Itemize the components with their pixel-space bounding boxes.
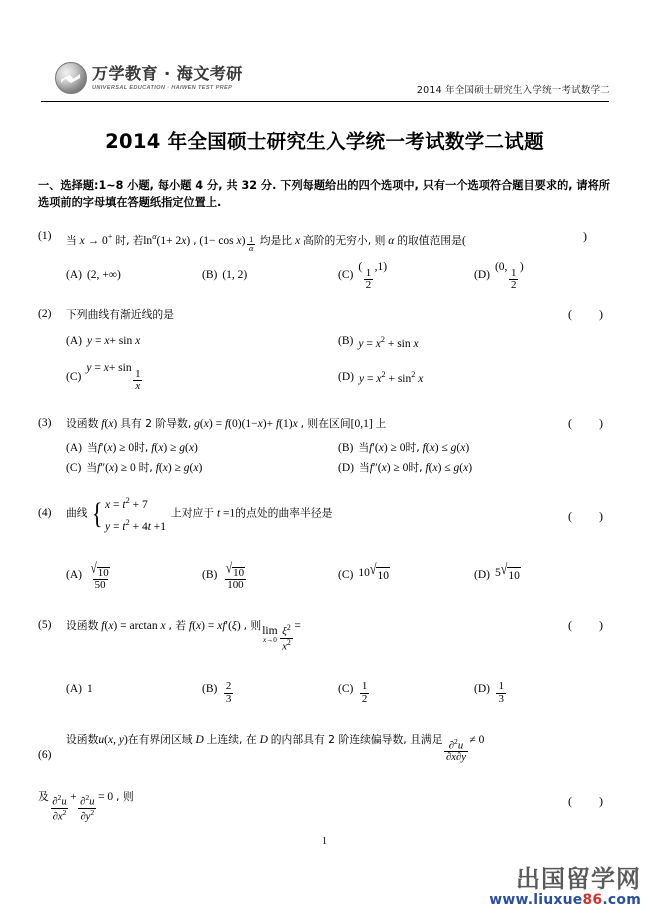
question-5-option-c[interactable]: (C) $\frac{1}{2}$ <box>338 673 474 705</box>
question-2-option-a[interactable]: (A) y = x+ sin x <box>66 335 141 348</box>
option-text: (2, +∞) <box>86 269 121 282</box>
option-text: ( $\frac{1}{2}$ ,1) <box>358 261 388 292</box>
option-text: (0, $\frac{1}{2}$ ) <box>494 261 524 292</box>
question-5-option-b[interactable]: (B) $\frac{2}{3}$ <box>202 673 338 705</box>
question-4 <box>38 492 615 592</box>
url-suffix: .com <box>602 892 641 908</box>
header-divider <box>41 101 609 102</box>
parametric-system: { $x = t^2 + 7$ $y = t^2 + 4t +1$ <box>90 492 166 536</box>
question-4-option-c[interactable]: (C) 10 √ 10 <box>338 560 389 583</box>
brand-logo-text <box>92 65 243 92</box>
question-2-option-d[interactable]: (D) $y = x^2 + \sin^2 x$ <box>338 360 610 392</box>
option-text: $y = x^2 + \sin x$ <box>358 334 419 350</box>
brand-name-en: UNIVERSAL EDUCATION · HAIWEN TEST PREP <box>92 84 233 91</box>
question-1 <box>38 228 610 292</box>
url-prefix: www.liuxue <box>489 892 583 908</box>
section-heading: 一、选择题:1~8 小题, 每小题 4 分, 共 32 分. 下列每题给出的四个选项中, 只有一个选项符合题目要求的, 请将所选项前的字母填在答题纸指定位置上. <box>38 179 610 209</box>
question-6-stem-line2: 及 $\frac{\partial^2u}{\partial x^2}$ + $\frac{\partial^2u}{\partial y^2}$ = 0 , 则 <box>38 789 134 823</box>
question-3 <box>38 415 615 476</box>
question-5-number: (5) <box>38 618 52 631</box>
question-1-option-c[interactable]: (C) ( $\frac{1}{2}$ ,1) <box>338 261 388 292</box>
option-text: y = x+ sin $\frac{1}{x}$ <box>86 362 141 393</box>
question-2-option-c[interactable]: (C) y = x+ sin $\frac{1}{x}$ <box>66 360 338 392</box>
question-4-stem: 曲线 { $x = t^2 + 7$ $y = t^2 + 4t +1$ 上对应于 t =1的点处的曲率半径是 <box>66 492 610 536</box>
option-text: $\frac{1}{3}$ <box>498 680 504 705</box>
option-text: 10 √ 10 <box>358 560 389 583</box>
watermark-site-name: 出国留学网 <box>516 865 641 893</box>
option-text: $\frac{1}{2}$ <box>361 680 368 705</box>
question-2-options-row2 <box>38 360 610 392</box>
page-number: 1 <box>322 836 327 847</box>
question-6-answer-slot[interactable]: ( ) <box>568 794 615 809</box>
system-row-1: $x = t^2 + 7$ <box>105 495 148 511</box>
page-header <box>0 0 649 108</box>
option-text: 5 √ 10 <box>494 560 520 583</box>
question-4-option-d[interactable]: (D) 5 √ 10 <box>474 560 520 583</box>
page-title: 2014 年全国硕士研究生入学统一考试数学二试题 <box>105 130 544 153</box>
limit-operator: lim x→0 <box>262 624 278 645</box>
option-text: $\frac{2}{3}$ <box>225 680 232 705</box>
option-text: y = x+ sin x <box>86 335 141 348</box>
question-6-number: (6) <box>38 748 52 761</box>
question-6-stem-line2-wrap <box>38 788 615 823</box>
question-2-option-b[interactable]: (B) $y = x^2 + \sin x$ <box>338 332 610 352</box>
question-4-option-b[interactable]: (B) √ 10 100 <box>202 557 338 591</box>
question-1-stem: 当 x → 0+ 时, 若$\ln^\alpha(1+ 2x)$ , (1− cos x) $\frac{1}{\alpha}$ 均是比 x 高阶的无穷小, 则 α 的取值范围是( <box>66 232 466 254</box>
url-highlight: 86 <box>582 892 603 908</box>
question-1-answer-slot[interactable]: ) <box>583 229 587 243</box>
swirl-logo-icon <box>55 62 87 94</box>
question-3-options-row1 <box>38 440 610 456</box>
question-2-answer-slot[interactable]: ( ) <box>568 306 615 321</box>
brand-name-cn: 万学教育 · 海文考研 <box>92 63 243 83</box>
question-3-options-row2 <box>38 460 610 476</box>
question-6 <box>38 731 615 823</box>
question-2-options-row1 <box>38 332 610 352</box>
question-5-options <box>38 673 610 705</box>
question-5 <box>38 617 615 705</box>
option-text: 当f′(x) ≥ 0时, f(x) ≥ g(x) <box>86 440 198 454</box>
question-1-options <box>38 259 610 291</box>
question-2-number: (2) <box>38 307 52 320</box>
question-1-number: (1) <box>38 230 52 242</box>
question-5-stem: 设函数 f(x) = arctan x , 若 f(x) = xf′(ξ) , 则 lim x→0 $\frac{\xi^2}{x^2}$ = <box>66 618 301 653</box>
question-3-option-b[interactable]: (B) 当f′(x) ≥ 0时, f(x) ≤ g(x) <box>338 440 470 454</box>
question-3-stem: 设函数 f(x) 具有 2 阶导数, g(x) = f(0)(1−x)+ f(1)x , 则在区间[0,1] 上 <box>66 416 387 430</box>
option-text: 当f″(x) ≥ 0 时, f(x) ≥ g(x) <box>86 460 203 474</box>
running-head: 2014 年全国硕士研究生入学统一考试数学二 <box>416 85 610 96</box>
question-2 <box>38 306 615 393</box>
question-1-option-d[interactable]: (D) (0, $\frac{1}{2}$ ) <box>474 261 524 292</box>
option-text: 1 <box>86 682 93 695</box>
exam-content <box>0 178 649 823</box>
watermark-site-url <box>489 893 641 908</box>
site-watermark <box>489 867 641 908</box>
question-1-option-a[interactable]: (A) (2, +∞) <box>66 269 121 282</box>
question-3-option-c[interactable]: (C) 当f″(x) ≥ 0 时, f(x) ≥ g(x) <box>66 460 203 474</box>
question-6-stem: 设函数u(x, y)在有界闭区域 D 上连续, 在 D 的内部具有 2 阶连续偏导数, 且满足 $\frac{\partial^2u}{\partial x\partial y}$ ≠ 0 <box>66 733 485 764</box>
question-3-number: (3) <box>38 416 52 429</box>
brand-logo <box>55 62 243 94</box>
option-text: √ 10 50 <box>90 561 109 592</box>
question-4-answer-slot[interactable]: ( ) <box>568 508 615 523</box>
question-3-answer-slot[interactable]: ( ) <box>568 415 615 430</box>
question-5-option-d[interactable]: (D) $\frac{1}{3}$ <box>474 673 610 705</box>
question-5-option-a[interactable]: (A) 1 <box>66 682 93 695</box>
option-text: 当f′(x) ≥ 0时, f(x) ≤ g(x) <box>358 440 470 454</box>
option-text: √ 10 100 <box>225 561 245 592</box>
question-4-options <box>38 557 610 591</box>
system-row-2: $y = t^2 + 4t +1$ <box>105 517 167 533</box>
option-text: (1, 2) <box>222 269 248 282</box>
question-4-option-a[interactable]: (A) √ 10 50 <box>66 557 202 591</box>
question-3-option-d[interactable]: (D) 当f″(x) ≥ 0时, f(x) ≤ g(x) <box>338 460 473 474</box>
question-3-option-a[interactable]: (A) 当f′(x) ≥ 0时, f(x) ≥ g(x) <box>66 440 198 454</box>
question-5-answer-slot[interactable]: ( ) <box>568 617 615 632</box>
question-2-stem: 下列曲线有渐近线的是 <box>66 307 174 321</box>
question-1-option-b[interactable]: (B) (1, 2) <box>202 269 248 282</box>
option-text: 当f″(x) ≥ 0时, f(x) ≤ g(x) <box>358 460 473 474</box>
question-4-number: (4) <box>38 507 52 520</box>
option-text: $y = x^2 + \sin^2 x$ <box>358 369 424 385</box>
